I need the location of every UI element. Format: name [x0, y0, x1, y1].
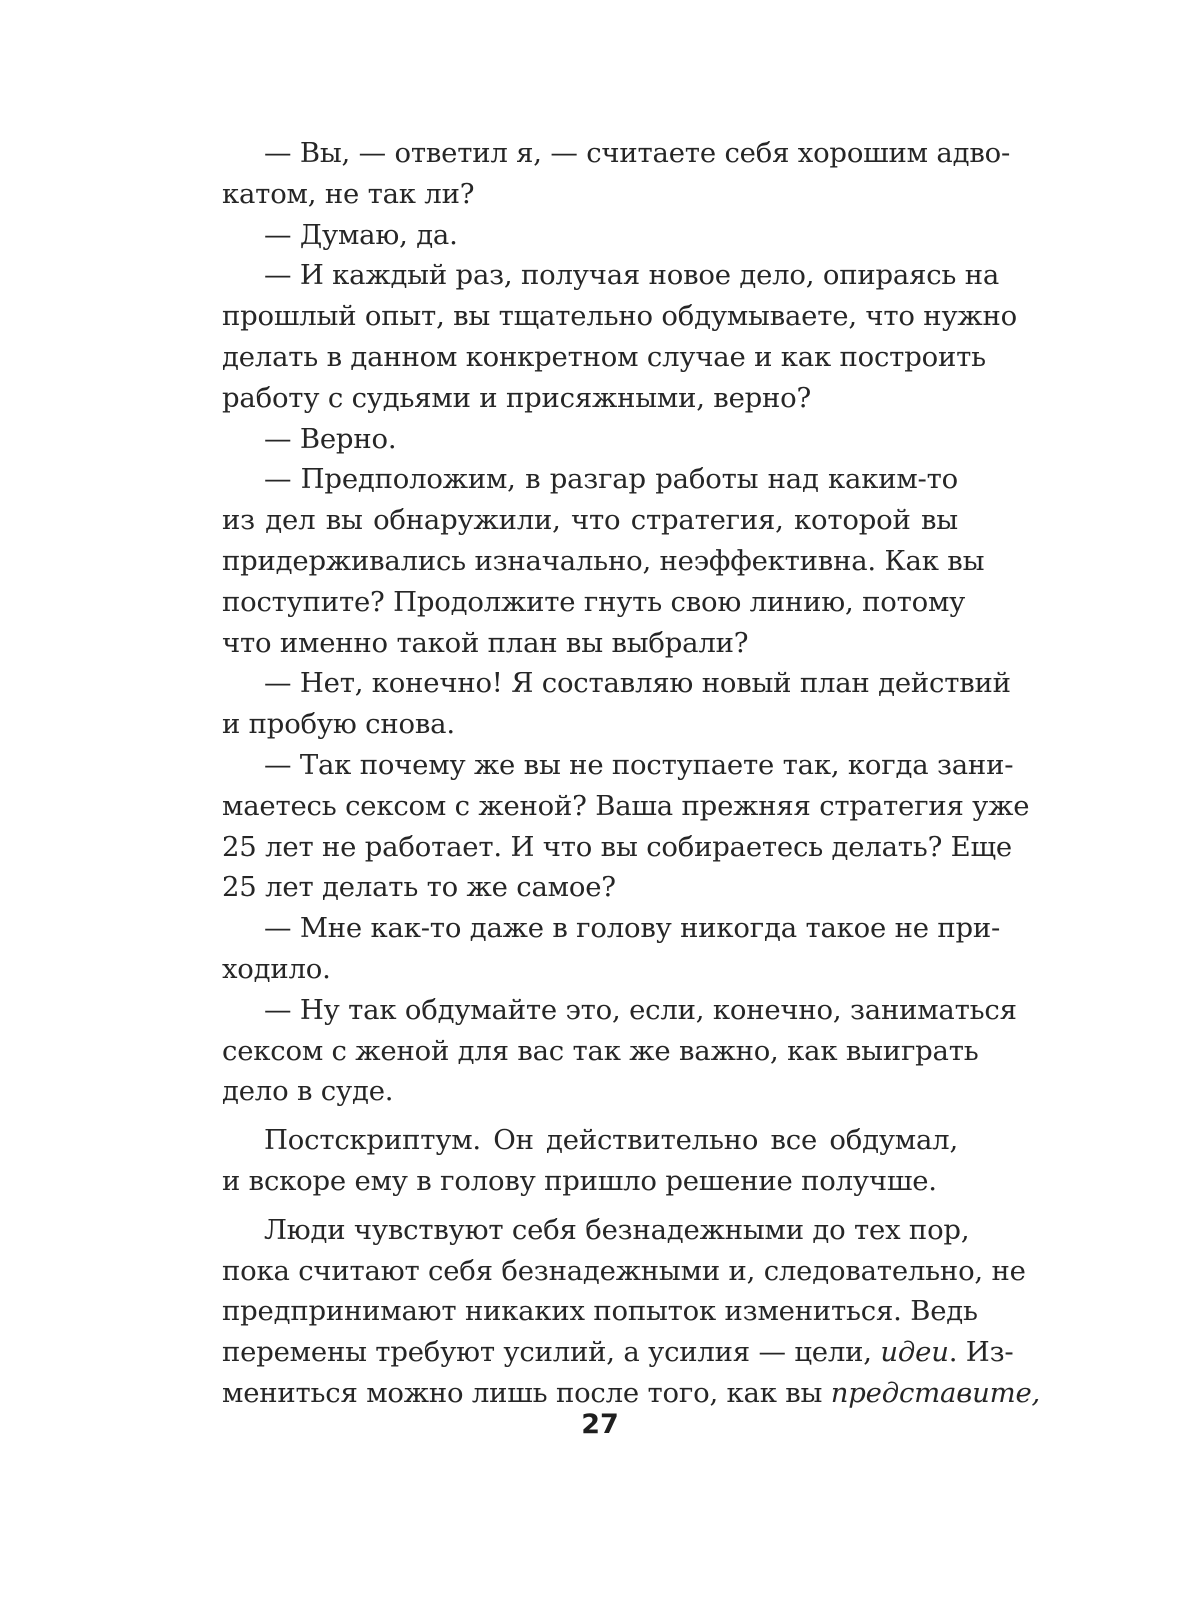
text-segment: прошлый опыт, вы тщательно обдумываете, что нужно [222, 300, 1018, 333]
dialogue-paragraph [222, 255, 1018, 418]
text-segment: 25 лет делать то же самое? [222, 871, 616, 904]
text-line [222, 174, 958, 215]
text-line [222, 786, 1030, 827]
text-segment: маетесь сексом с женой? Ваша прежняя стратегия уже [222, 789, 1030, 822]
text-segment: Постскриптум. Он действительно все обдумал, [264, 1124, 958, 1157]
text-segment: — Нет, конечно! Я составляю новый план действий [264, 667, 1011, 700]
text-segment: делать в данном конкретном случае и как построить [222, 340, 986, 373]
text-line [222, 582, 966, 623]
narrative-paragraph [222, 1120, 958, 1202]
text-segment: придерживались изначально, неэффективна. Как вы [222, 544, 985, 577]
text-line [222, 827, 1012, 868]
text-line [222, 1031, 979, 1072]
text-line [222, 419, 958, 460]
text-segment: и пробую снова. [222, 708, 455, 741]
text-line [222, 704, 958, 745]
text-line [222, 337, 986, 378]
text-segment: — Верно. [264, 422, 397, 455]
text-line [222, 378, 958, 419]
text-line [222, 1161, 958, 1202]
text-line [222, 623, 958, 664]
text-line [222, 215, 958, 256]
dialogue-paragraph [222, 459, 985, 663]
text-segment: — Ну так обдумайте это, если, конечно, заниматься [264, 993, 1017, 1026]
text-line [222, 1210, 970, 1251]
dialogue-paragraph [222, 419, 958, 460]
text-line [222, 867, 958, 908]
text-segment: мениться можно лишь после того, как вы [222, 1376, 831, 1409]
text-segment: . Из- [948, 1336, 1014, 1369]
dialogue-paragraph [222, 133, 1011, 215]
text-segment: — Предположим, в разгар работы над каким-то [264, 463, 958, 496]
text-line [222, 745, 1014, 786]
text-segment: предпринимают никаких попыток измениться. Ведь [222, 1295, 978, 1328]
text-line [222, 133, 1011, 174]
text-segment: что именно такой план вы выбрали? [222, 626, 749, 659]
text-line [222, 500, 958, 541]
text-segment: — Так почему же вы не поступаете так, когда зани- [264, 748, 1014, 781]
dialogue-paragraph [222, 908, 1001, 990]
text-line [222, 541, 985, 582]
text-line [222, 1071, 958, 1112]
text-segment: катом, не так ли? [222, 177, 475, 210]
text-line [222, 949, 958, 990]
italic-text: идеи [880, 1336, 949, 1369]
text-segment: ходило. [222, 952, 331, 985]
text-segment: пока считают себя безнадежными и, следовательно, не [222, 1254, 1026, 1287]
text-segment: — Думаю, да. [264, 218, 458, 251]
text-segment: перемены требуют усилий, а усилия — цели, [222, 1336, 881, 1369]
text-segment: дело в суде. [222, 1075, 394, 1108]
text-line [222, 908, 1001, 949]
text-segment: поступите? Продолжите гнуть свою линию, потому [222, 585, 966, 618]
italic-text: представите, [830, 1376, 1041, 1409]
text-segment: — Вы, — ответил я, — считаете себя хорошим адво- [264, 137, 1011, 169]
body-text [222, 133, 1041, 1414]
text-segment: — И каждый раз, получая новое дело, опираясь на [264, 259, 1000, 292]
dialogue-paragraph [222, 745, 1030, 908]
text-line [222, 1332, 1014, 1373]
text-line [222, 1120, 958, 1161]
text-segment: работу с судьями и присяжными, верно? [222, 381, 812, 414]
text-line [222, 1373, 1041, 1414]
text-segment: Люди чувствуют себя безнадежными до тех пор, [264, 1213, 970, 1246]
text-line [222, 663, 1011, 704]
text-line [222, 255, 1000, 296]
dialogue-paragraph [222, 215, 958, 256]
text-line [222, 296, 1018, 337]
narrative-paragraph [222, 1210, 1041, 1414]
text-segment: — Мне как-то даже в голову никогда такое не при- [264, 912, 1001, 945]
text-line [222, 459, 958, 500]
dialogue-paragraph [222, 663, 1011, 745]
page-number: 27 [581, 1409, 619, 1440]
dialogue-paragraph [222, 990, 1017, 1112]
text-segment: сексом с женой для вас так же важно, как выиграть [222, 1034, 979, 1067]
text-line [222, 1251, 1026, 1292]
text-line [222, 990, 1017, 1031]
text-segment: и вскоре ему в голову пришло решение получше. [222, 1164, 937, 1197]
text-segment: 25 лет не работает. И что вы собираетесь делать? Еще [222, 830, 1012, 863]
text-segment: из дел вы обнаружили, что стратегия, которой вы [222, 504, 958, 537]
text-line [222, 1291, 978, 1332]
